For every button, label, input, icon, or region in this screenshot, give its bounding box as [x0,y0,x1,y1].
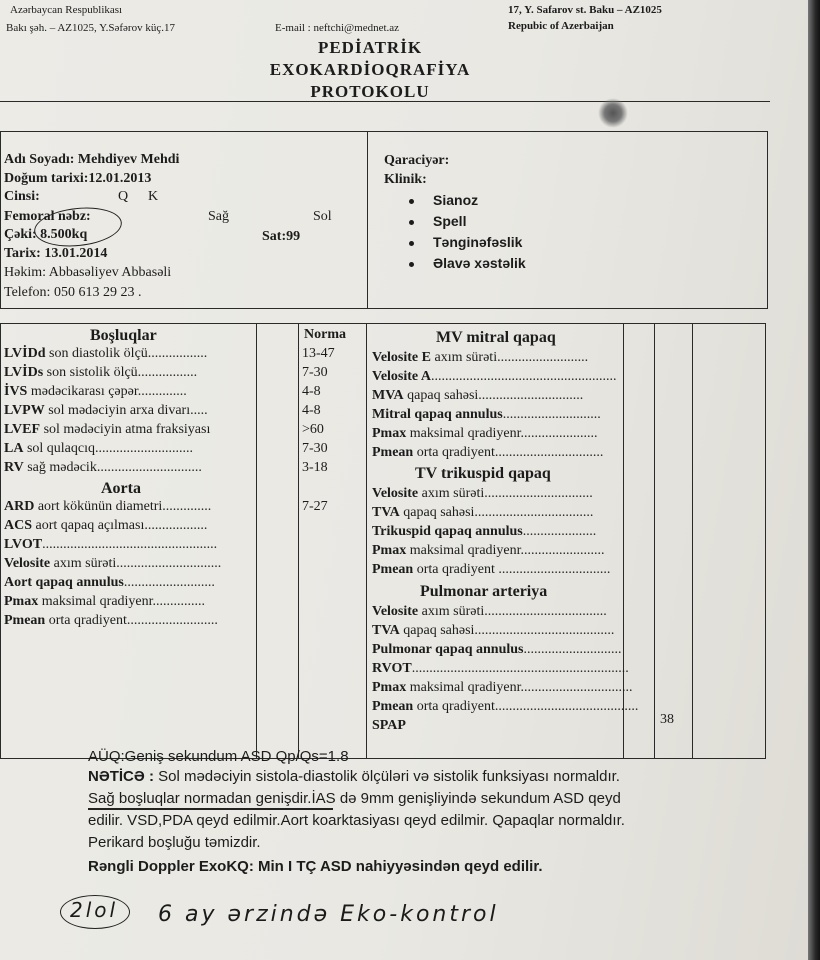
row-description: mədəcikarası çəpər.............. [27,384,187,399]
table-row [372,680,633,696]
row-description: qapaq sahəsi........................................ [399,623,615,638]
bullet-icon [409,262,414,267]
row-description: axım sürəti............................... [418,486,593,501]
doppler-line: Rəngli Doppler ExoKQ: Min I TÇ ASD nahiyyəsindən qeyd edilir. [88,858,543,875]
row-abbreviation: ACS [4,518,33,533]
row-abbreviation: Aort qapaq annulus [4,575,124,590]
row-abbreviation: Pmax [372,543,407,558]
table-row [372,486,593,502]
row-norm-value: 7-30 [302,365,328,380]
patient-date: Tarix: 13.01.2014 [4,246,108,261]
clinic-label: Klinik: [384,172,427,187]
table-row [372,388,583,404]
bullet-icon [409,199,414,204]
conclusion-line-3: edilir. VSD,PDA qeyd edilmir.Aort koarktasiyası qeyd edilmir. Qapaqlar normaldır. [88,812,625,829]
row-abbreviation: Pulmonar qapaq annulus [372,642,524,657]
row-description: .......................... [123,575,215,590]
patient-sex-label: Cinsi: [4,189,40,204]
row-description: ............................ [502,407,601,422]
table-row [4,422,210,438]
header-country-az: Azərbaycan Respublikası [10,4,123,16]
table-row [372,369,616,385]
row-norm-value: 13-47 [302,346,335,361]
row-norm-value: 7-30 [302,441,328,456]
patient-femoral-right: Sağ [208,209,229,224]
table-row [4,537,217,553]
row-description: .............................................................. [411,661,629,676]
row-abbreviation: Velosite [4,556,51,571]
title-line-1: PEDİATRİK [317,38,423,57]
table-row [372,623,614,639]
patient-sex-k: K [148,189,159,204]
patient-sat: Sat:99 [262,229,301,244]
row-abbreviation: ARD [4,499,35,514]
row-abbreviation: LVPW [4,403,45,418]
row-description: sol qulaqcıq............................ [23,441,193,456]
row-description: axım sürəti................................... [418,604,607,619]
header-email: E-mail : neftchi@mednet.az [275,22,400,34]
row-abbreviation: Mitral qapaq annulus [372,407,503,422]
header-country-en: Repubic of Azerbaijan [508,20,614,32]
cavities-header: Boşluqlar [90,327,157,344]
row-description: orta qradiyent ................................ [413,562,611,577]
tv-header: TV trikuspid qapaq [415,465,551,482]
row-abbreviation: SPAP [372,718,406,733]
norma-header: Norma [304,327,346,342]
liver-label: Qaraciyər: [384,153,450,168]
conclusion-line-4: Perikard boşluğu təmizdir. [88,834,261,851]
table-row [4,594,205,610]
table-row [4,441,193,457]
row-abbreviation: LVİDs [4,365,44,380]
table-col-divider [256,323,257,759]
row-description: son diastolik ölçü................. [45,346,208,361]
title-line-2: EXOKARDİOQRAFİYA [269,60,471,79]
row-description: maksimal qradiyenr................................ [406,680,633,695]
row-description: axım sürəti.......................... [430,350,589,365]
row-abbreviation: Pmean [372,562,414,577]
row-description: ..................................................... [430,369,617,384]
row-norm-value: 7-27 [302,499,328,514]
aorta-header: Aorta [101,480,141,497]
patient-femoral-left: Sol [313,209,332,224]
row-abbreviation: Velosite A [372,369,431,384]
table-row [372,718,406,734]
table-row [372,699,638,715]
handwritten-note: 6 ay ərzində Eko-kontrol [158,902,499,927]
bullet-icon [409,241,414,246]
row-abbreviation: Pmean [372,445,414,460]
row-abbreviation: Pmean [4,613,46,628]
row-description: maksimal qradiyenr............... [38,594,206,609]
table-row [372,445,603,461]
ink-stain [598,98,628,128]
row-description: .................................................. [42,537,218,552]
table-row [372,505,593,521]
spap-value: 38 [660,712,674,727]
row-abbreviation: LVEF [4,422,41,437]
bullet-icon [409,220,414,225]
table-row [4,384,187,400]
row-description: ..................... [522,524,597,539]
row-description: son sistolik ölçü................. [43,365,198,380]
row-abbreviation: Pmean [372,699,414,714]
table-row [4,346,207,362]
table-row [4,460,202,476]
patient-weight: Çəki: 8.500kq [4,227,88,242]
row-abbreviation: LVİDd [4,346,46,361]
row-description: axım sürəti.............................. [50,556,222,571]
patient-sex-q: Q [118,189,129,204]
row-description: aort kökünün diametri.............. [34,499,212,514]
row-description: orta qradiyent......................................... [413,699,639,714]
row-abbreviation: İVS [4,384,28,399]
table-row [372,604,607,620]
row-abbreviation: MVA [372,388,404,403]
patient-doctor: Həkim: Abbasəliyev Abbasəli [4,265,172,280]
row-abbreviation: LVOT [4,537,43,552]
patient-name: Adı Soyadı: Mehdiyev Mehdi [4,152,180,167]
table-col-divider [366,323,367,759]
row-description: qapaq sahəsi.................................. [399,505,594,520]
conclusion-underlined-text: Sağ boşluqlar normadan genişdir. [88,790,312,807]
row-abbreviation: Velosite E [372,350,431,365]
row-abbreviation: Pmax [372,426,407,441]
table-row [372,543,605,559]
row-description: aort qapaq açılması.................. [32,518,208,533]
row-abbreviation: TVA [372,623,400,638]
row-abbreviation: RVOT [372,661,412,676]
row-description: sol mədəciyin atma fraksiyası [40,422,211,437]
table-row [4,613,218,629]
header-divider [0,101,770,102]
table-row [4,403,208,419]
table-row [372,562,610,578]
row-norm-value: 3-18 [302,460,328,475]
row-abbreviation: TVA [372,505,400,520]
table-col-divider [298,323,299,759]
row-norm-value: >60 [302,422,324,437]
conclusion-line-1: Sol mədəciyin sistola-diastolik ölçüləri və sistolik funksiyası normaldır. [153,768,620,785]
conclusion-line-2: İAS də 9mm genişliyində sekundum ASD qeyd [311,790,621,807]
patient-dob: Doğum tarixi:12.01.2013 [4,171,152,186]
row-norm-value: 4-8 [302,384,321,399]
row-abbreviation: Pmax [4,594,39,609]
patient-femoral-label: Femoral nəbz: [4,209,91,224]
table-row [4,499,211,515]
row-abbreviation: RV [4,460,24,475]
table-row [372,524,596,540]
row-description: orta qradiyent.......................... [45,613,218,628]
clinic-item-sianoz: Sianoz [433,192,479,208]
table-row [4,518,207,534]
diagnosis-line: AÜQ:Geniş sekundum ASD Qp/Qs=1.8 [88,748,349,765]
pa-header: Pulmonar arteriya [420,583,548,600]
mv-header: MV mitral qapaq [436,329,556,346]
table-row [372,661,629,677]
table-row [372,407,601,423]
table-row [372,642,621,658]
row-description: ............................ [523,642,622,657]
row-abbreviation: LA [4,441,24,456]
page-edge-shadow [808,0,820,960]
header-address-az: Bakı şəh. – AZ1025, Y.Səfərov küç.17 [6,22,175,34]
table-col-divider [654,323,655,759]
table-row [4,575,215,591]
row-description: sağ mədəcik.............................. [23,460,202,475]
handwritten-note-circled: 2lol [70,898,119,922]
table-row [372,350,588,366]
clinic-item-spell: Spell [433,213,467,229]
clinic-item-other-disease: Əlavə xəstəlik [433,255,526,271]
table-col-divider [692,323,693,759]
header-address-en: 17, Y. Safarov st. Baku – AZ1025 [508,4,662,16]
row-description: maksimal qradiyenr........................ [406,543,605,558]
patient-box-divider [367,131,368,309]
row-abbreviation: Pmax [372,680,407,695]
table-row [372,426,598,442]
row-abbreviation: Velosite [372,486,419,501]
row-description: orta qradiyent............................... [413,445,604,460]
patient-phone: Telefon: 050 613 29 23 . [4,285,142,300]
row-abbreviation: Trikuspid qapaq annulus [372,524,523,539]
table-row [4,365,197,381]
clinic-item-dyspnea: Tənginəfəslik [433,234,523,250]
row-description: sol mədəciyin arxa divarı..... [44,403,208,418]
row-description: qapaq sahəsi.............................. [403,388,584,403]
handwritten-underline [88,808,333,810]
table-row [4,556,221,572]
conclusion-label: NƏTİCƏ : [88,768,154,785]
row-description: maksimal qradiyenr...................... [406,426,598,441]
row-norm-value: 4-8 [302,403,321,418]
title-line-3: PROTOKOLU [310,82,430,101]
row-abbreviation: Velosite [372,604,419,619]
